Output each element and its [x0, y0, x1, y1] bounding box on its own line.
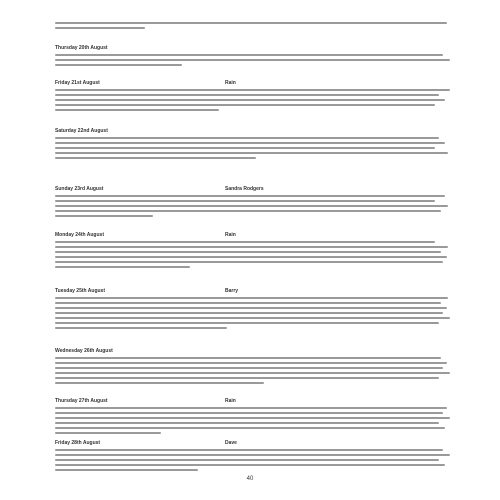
entry-author: Dave: [225, 440, 237, 446]
text-line: [55, 251, 441, 253]
text-line: [55, 266, 190, 268]
entry-date: Monday 24th August: [55, 232, 104, 238]
text-line: [55, 241, 435, 243]
text-line: [55, 377, 439, 379]
text-line: [55, 137, 439, 139]
text-line: [55, 327, 227, 329]
text-line: [55, 59, 450, 61]
entry-author: Barry: [225, 288, 239, 294]
text-line: [55, 312, 443, 314]
text-line: [55, 297, 448, 299]
entry-author: Sandra Rodgers: [225, 186, 264, 192]
entry-author: Rain: [225, 80, 236, 86]
text-line: [55, 367, 443, 369]
text-line: [55, 382, 264, 384]
text-line: [55, 317, 450, 319]
text-line: [55, 261, 443, 263]
entry-header: [55, 128, 450, 136]
entry-date: Sunday 23rd August: [55, 186, 104, 192]
text-line: [55, 412, 443, 414]
text-line: [55, 200, 435, 202]
text-line: [55, 322, 439, 324]
text-line: [55, 109, 219, 111]
text-line: [55, 89, 450, 91]
text-line: [55, 195, 445, 197]
entry-header: [55, 288, 450, 296]
text-line: [55, 459, 439, 461]
text-line: [55, 157, 256, 159]
page-number: 40: [246, 476, 254, 482]
text-line: [55, 210, 441, 212]
entry-date: Tuesday 25th August: [55, 288, 106, 294]
entry-header: [55, 398, 450, 406]
text-line: [55, 256, 447, 258]
entry-date: Wednesday 26th August: [55, 348, 113, 354]
text-line: [55, 215, 153, 217]
entry-header: [55, 80, 450, 88]
text-line: [55, 54, 443, 56]
entry-author: Rain: [225, 232, 236, 238]
entry-header: [55, 440, 450, 448]
text-line: [55, 432, 161, 434]
entry-date: Saturday 22nd August: [55, 128, 108, 134]
entry-header: [55, 348, 450, 356]
text-line: [55, 94, 439, 96]
entry-header: [55, 45, 450, 53]
text-line: [55, 454, 450, 456]
text-line: [55, 422, 439, 424]
entry-header: [55, 186, 450, 194]
text-line: [55, 147, 435, 149]
text-line: [55, 362, 447, 364]
text-line: [55, 205, 448, 207]
text-line: [55, 464, 445, 466]
entry-date: Friday 28th August: [55, 440, 101, 446]
text-line: [55, 104, 435, 106]
entry-date: Thursday 27th August: [55, 398, 108, 404]
text-line: [55, 99, 445, 101]
text-line: [55, 449, 443, 451]
text-line: [55, 27, 145, 29]
text-line: [55, 307, 447, 309]
text-line: [55, 64, 182, 66]
entry-date: Thursday 20th August: [55, 45, 108, 51]
text-line: [55, 302, 441, 304]
entry-date: Friday 21st August: [55, 80, 100, 86]
text-line: [55, 22, 447, 24]
text-line: [55, 142, 445, 144]
text-line: [55, 357, 441, 359]
text-line: [55, 372, 450, 374]
text-line: [55, 407, 447, 409]
text-line: [55, 417, 450, 419]
text-line: [55, 469, 198, 471]
entry-header: [55, 232, 450, 240]
text-line: [55, 246, 448, 248]
text-line: [55, 427, 445, 429]
entry-author: Rain: [225, 398, 236, 404]
text-line: [55, 152, 448, 154]
